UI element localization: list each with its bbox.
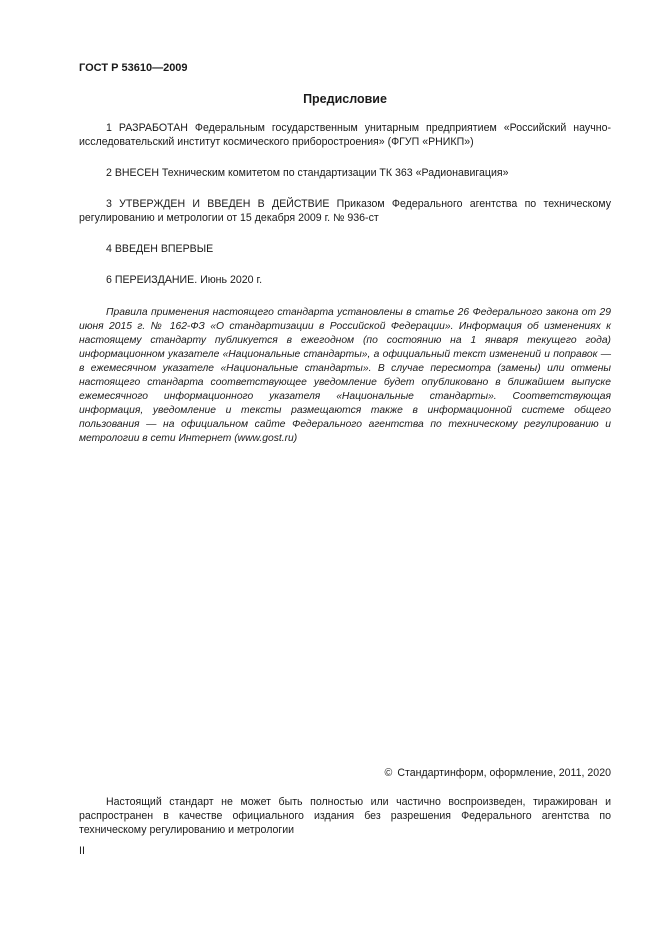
preface-item-first-time: 4 ВВЕДЕН ВПЕРВЫЕ	[106, 243, 214, 255]
preface-item-introduced: 2 ВНЕСЕН Техническим комитетом по стандартизации ТК 363 «Радионавигация»	[106, 167, 509, 179]
copyright-line	[385, 767, 612, 779]
preface-item-reissue: 6 ПЕРЕИЗДАНИЕ. Июнь 2020 г.	[106, 274, 263, 286]
preface-items	[79, 121, 611, 304]
copyright-text: Стандартинформ, оформление, 2011, 2020	[397, 767, 611, 779]
preface-item-approved: 3 УТВЕРЖДЕН И ВВЕДЕН В ДЕЙСТВИЕ Приказом Федерального агентства по техническому регулированию и метрологии от 15 декабря 2009 г. № 936-ст	[79, 198, 611, 224]
reproduction-notice: Настоящий стандарт не может быть полностью или частично воспроизведен, тиражирован и распространен в качестве официального издания без разрешения Федерального агентства по техническому регулированию и метрологии	[79, 796, 611, 836]
application-rules-notice: Правила применения настоящего стандарта установлены в статье 26 Федерального закона от 29 июня 2015 г. № 162-ФЗ «О стандартизации в Российской Федерации». Информация об изменениях к настоящему стандарту публикуется в ежегодном (по состоянию на 1 января текущего года) информационном указателе «Национальные стандарты», а официальный текст изменений и поправок — в ежемесячном указателе «Национальные стандарты». В случае пересмотра (замены) или отмены настоящего стандарта соответствующее уведомление будет опубликовано в ближайшем выпуске ежемесячного информационного указателя «Национальные стандарты». Соответствующая информация, уведомление и тексты размещаются также в информационной системе общего пользования — на официальном сайте Федерального агентства по техническому регулированию и метрологии в сети Интернет (www.gost.ru)	[79, 307, 611, 444]
page-number: II	[79, 845, 85, 857]
preface-item-developed: 1 РАЗРАБОТАН Федеральным государственным унитарным предприятием «Российский научно-исследовательский институт космического приборостроения» (ФГУП «РНИКП»)	[79, 122, 611, 148]
document-header: ГОСТ Р 53610—2009	[79, 62, 188, 74]
page-title: Предисловие	[303, 92, 387, 106]
copyright-icon: ©	[384, 767, 393, 779]
